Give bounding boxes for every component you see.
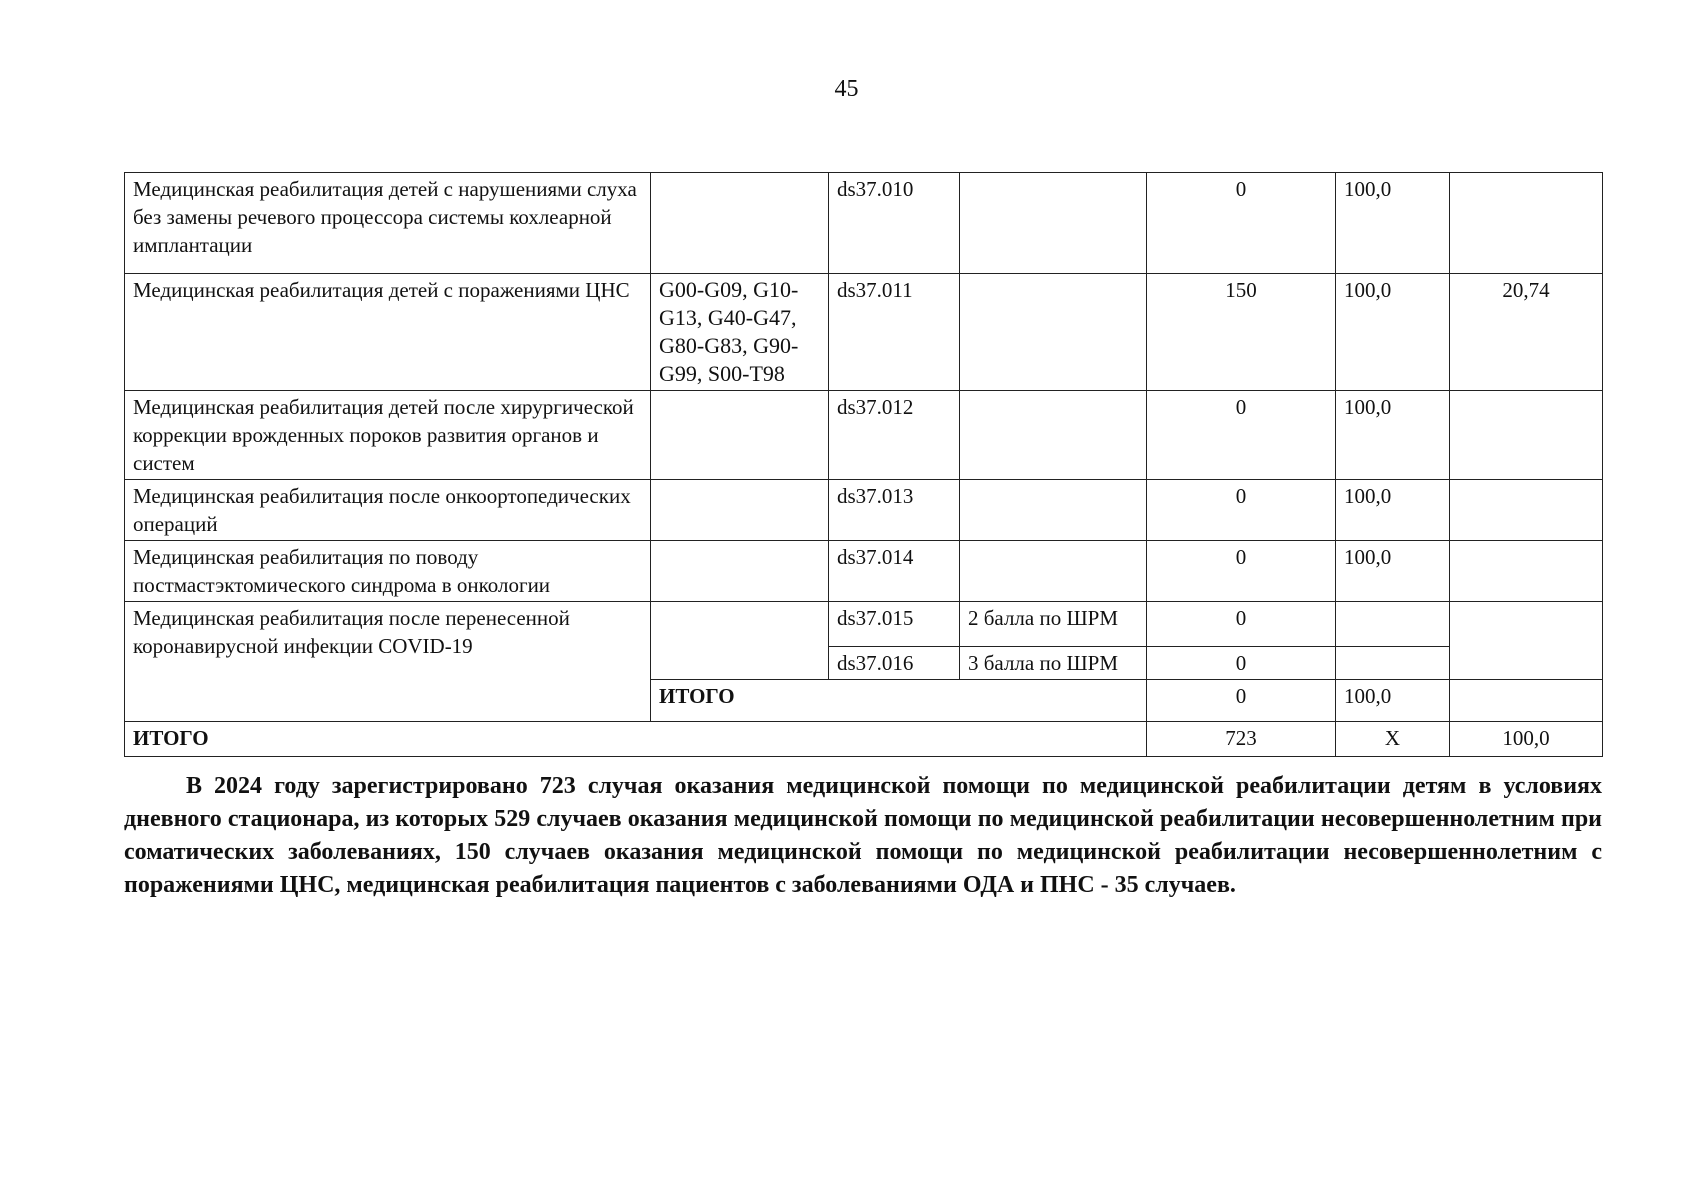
- table-row: [125, 173, 1603, 274]
- subtotal-label: ИТОГО: [651, 680, 1147, 722]
- row-criterion: [960, 173, 1147, 274]
- row-ksg: ds37.012: [829, 391, 960, 480]
- page-number: 45: [834, 76, 859, 102]
- row-criterion: [960, 541, 1147, 602]
- table-row: [125, 391, 1603, 480]
- row-name: Медицинская реабилитация детей с нарушениями слуха без замены речевого процессора системы кохлеарной имплантации: [125, 173, 651, 274]
- row-name-covid: Медицинская реабилитация после перенесенной коронавирусной инфекции COVID-19: [125, 602, 651, 722]
- row-name: Медицинская реабилитация детей после хирургической коррекции врожденных пороков развития органов и систем: [125, 391, 651, 480]
- row-ksg: ds37.013: [829, 480, 960, 541]
- table-row-covid-a: [125, 602, 1603, 647]
- row-codes: [651, 480, 829, 541]
- row-codes-covid: [651, 602, 829, 680]
- row-cases: 150: [1147, 274, 1336, 391]
- subtotal-share: [1450, 680, 1603, 722]
- row-codes: [651, 541, 829, 602]
- row-ksg: ds37.015: [829, 602, 960, 647]
- row-share: [1450, 541, 1603, 602]
- row-name: Медицинская реабилитация после онкоортопедических операций: [125, 480, 651, 541]
- row-percent: 100,0: [1336, 541, 1450, 602]
- row-cases: 0: [1147, 647, 1336, 680]
- row-name: Медицинская реабилитация по поводу постмастэктомического синдрома в онкологии: [125, 541, 651, 602]
- grand-total-percent: Х: [1336, 722, 1450, 757]
- row-criterion: 3 балла по ШРМ: [960, 647, 1147, 680]
- row-cases: 0: [1147, 480, 1336, 541]
- row-percent: 100,0: [1336, 480, 1450, 541]
- row-codes: [651, 173, 829, 274]
- row-share: [1450, 391, 1603, 480]
- grand-total-label: ИТОГО: [125, 722, 1147, 757]
- row-percent: 100,0: [1336, 391, 1450, 480]
- row-percent: 100,0: [1336, 274, 1450, 391]
- row-ksg: ds37.016: [829, 647, 960, 680]
- row-codes: G00-G09, G10-G13, G40-G47, G80-G83, G90-G99, S00-T98: [651, 274, 829, 391]
- subtotal-cases: 0: [1147, 680, 1336, 722]
- row-percent: [1336, 602, 1450, 647]
- row-criterion: [960, 480, 1147, 541]
- row-share: 20,74: [1450, 274, 1603, 391]
- row-cases: 0: [1147, 173, 1336, 274]
- grand-total-cases: 723: [1147, 722, 1336, 757]
- row-criterion: 2 балла по ШРМ: [960, 602, 1147, 647]
- subtotal-percent: 100,0: [1336, 680, 1450, 722]
- row-codes: [651, 391, 829, 480]
- row-ksg: ds37.011: [829, 274, 960, 391]
- table-row: [125, 541, 1603, 602]
- table-row: [125, 480, 1603, 541]
- row-cases: 0: [1147, 541, 1336, 602]
- row-criterion: [960, 391, 1147, 480]
- rehabilitation-table: [124, 172, 1603, 757]
- row-share: [1450, 480, 1603, 541]
- table-row-grand-total: [125, 722, 1603, 757]
- grand-total-share: 100,0: [1450, 722, 1603, 757]
- row-share-covid: [1450, 602, 1603, 680]
- row-percent: [1336, 647, 1450, 680]
- row-share: [1450, 173, 1603, 274]
- row-ksg: ds37.010: [829, 173, 960, 274]
- row-ksg: ds37.014: [829, 541, 960, 602]
- summary-paragraph: В 2024 году зарегистрировано 723 случая оказания медицинской помощи по медицинской реабилитации детям в условиях дневного стационара, из которых 529 случаев оказания медицинской помощи по медицинской реабилитации несовершеннолетним при соматических заболеваниях, 150 случаев оказания медицинской помощи по медицинской реабилитации несовершеннолетним с поражениями ЦНС, медицинская реабилитация пациентов с заболеваниями ОДА и ПНС - 35 случаев.: [124, 773, 1602, 898]
- row-criterion: [960, 274, 1147, 391]
- row-name: Медицинская реабилитация детей с поражениями ЦНС: [125, 274, 651, 391]
- row-cases: 0: [1147, 602, 1336, 647]
- row-percent: 100,0: [1336, 173, 1450, 274]
- table-row: [125, 274, 1603, 391]
- row-cases: 0: [1147, 391, 1336, 480]
